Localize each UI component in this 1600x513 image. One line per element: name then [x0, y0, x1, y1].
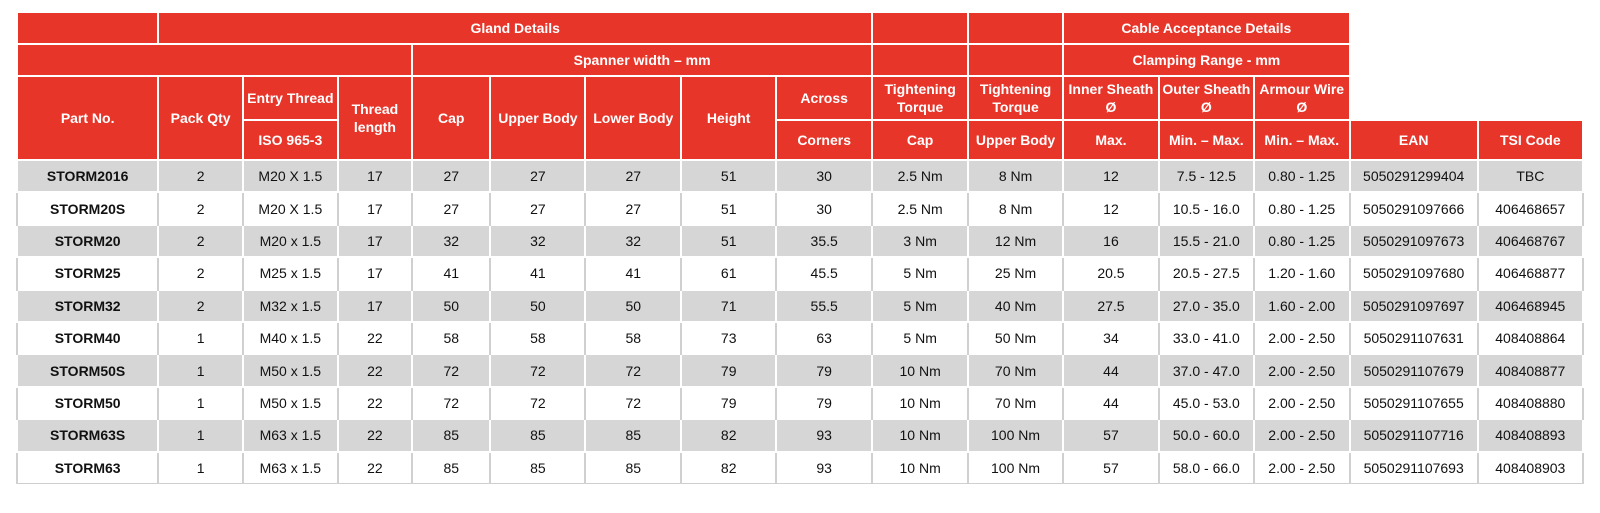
table-cell: 27: [585, 192, 681, 224]
table-cell: 17: [338, 160, 412, 192]
table-cell: 2.00 - 2.50: [1254, 322, 1350, 354]
part-number-cell: STORM50S: [17, 354, 158, 386]
table-cell: 57: [1063, 452, 1159, 484]
table-cell: 17: [338, 257, 412, 289]
table-cell: 100 Nm: [968, 452, 1063, 484]
table-cell: 2: [158, 290, 243, 322]
table-cell: 34: [1063, 322, 1159, 354]
table-cell: 72: [412, 387, 490, 419]
table-cell: 79: [681, 387, 776, 419]
table-row: [17, 192, 1583, 224]
table-cell: 408408864: [1478, 322, 1583, 354]
part-number-cell: STORM2016: [17, 160, 158, 192]
table-cell: 5 Nm: [872, 290, 968, 322]
table-cell: M20 X 1.5: [243, 160, 338, 192]
table-cell: 2: [158, 257, 243, 289]
table-cell: 22: [338, 452, 412, 484]
table-cell: 51: [681, 192, 776, 224]
col-header-cap: Cap: [412, 76, 490, 160]
col-header-thread-length: Thread length: [338, 76, 412, 160]
table-cell: 1: [158, 419, 243, 451]
col-header-inner-sheath: Inner Sheath Ø: [1063, 76, 1159, 120]
part-number-cell: STORM50: [17, 387, 158, 419]
table-cell: 93: [776, 419, 872, 451]
table-cell: 73: [681, 322, 776, 354]
table-cell: 44: [1063, 387, 1159, 419]
table-cell: 10 Nm: [872, 387, 968, 419]
part-number-cell: STORM25: [17, 257, 158, 289]
table-cell: 2.00 - 2.50: [1254, 452, 1350, 484]
table-cell: 5050291299404: [1350, 160, 1478, 192]
gland-details-header: Gland Details: [158, 12, 872, 44]
table-cell: 5050291097680: [1350, 257, 1478, 289]
table-cell: 15.5 - 21.0: [1159, 225, 1254, 257]
table-cell: 8 Nm: [968, 160, 1063, 192]
table-row: [17, 290, 1583, 322]
table-cell: 37.0 - 47.0: [1159, 354, 1254, 386]
table-cell: 50 Nm: [968, 322, 1063, 354]
table-cell: 5050291107693: [1350, 452, 1478, 484]
table-cell: 58.0 - 66.0: [1159, 452, 1254, 484]
table-cell: 72: [585, 387, 681, 419]
table-body: [17, 160, 1583, 484]
table-cell: M63 x 1.5: [243, 452, 338, 484]
part-number-cell: STORM20: [17, 225, 158, 257]
table-cell: 27: [412, 160, 490, 192]
table-cell: 41: [412, 257, 490, 289]
table-cell: 408408880: [1478, 387, 1583, 419]
table-cell: 85: [412, 419, 490, 451]
table-cell: 58: [585, 322, 681, 354]
table-cell: 406468767: [1478, 225, 1583, 257]
table-row: [17, 257, 1583, 289]
table-cell: 72: [585, 354, 681, 386]
table-cell: 70 Nm: [968, 387, 1063, 419]
table-cell: 50.0 - 60.0: [1159, 419, 1254, 451]
table-cell: 2.00 - 2.50: [1254, 387, 1350, 419]
part-number-cell: STORM63S: [17, 419, 158, 451]
table-cell: 55.5: [776, 290, 872, 322]
table-row: [17, 322, 1583, 354]
table-cell: 27: [412, 192, 490, 224]
table-cell: 32: [412, 225, 490, 257]
table-cell: M50 x 1.5: [243, 387, 338, 419]
table-cell: 51: [681, 225, 776, 257]
table-cell: 0.80 - 1.25: [1254, 225, 1350, 257]
table-cell: 70 Nm: [968, 354, 1063, 386]
table-cell: 22: [338, 387, 412, 419]
table-cell: 2.5 Nm: [872, 192, 968, 224]
table-cell: 5050291097673: [1350, 225, 1478, 257]
col-header-tightening-torque-upper: Tightening Torque: [968, 76, 1063, 120]
table-cell: 72: [412, 354, 490, 386]
table-cell: 8 Nm: [968, 192, 1063, 224]
table-cell: 5 Nm: [872, 322, 968, 354]
col-header-ean: EAN: [1350, 120, 1478, 160]
col-header-entry-thread: Entry Thread: [243, 76, 338, 120]
table-cell: 93: [776, 452, 872, 484]
table-cell: 0.80 - 1.25: [1254, 160, 1350, 192]
table-cell: 1: [158, 322, 243, 354]
table-cell: 5050291107655: [1350, 387, 1478, 419]
table-cell: 2: [158, 225, 243, 257]
table-cell: 406468657: [1478, 192, 1583, 224]
table-cell: M50 x 1.5: [243, 354, 338, 386]
table-cell: 35.5: [776, 225, 872, 257]
table-cell: 85: [585, 452, 681, 484]
col-subheader-iso: ISO 965-3: [243, 120, 338, 160]
table-cell: 25 Nm: [968, 257, 1063, 289]
table-cell: 85: [490, 419, 585, 451]
table-cell: 79: [776, 354, 872, 386]
table-cell: 32: [490, 225, 585, 257]
col-header-outer-sheath: Outer Sheath Ø: [1159, 76, 1254, 120]
table-cell: 408408893: [1478, 419, 1583, 451]
table-cell: 30: [776, 160, 872, 192]
table-cell: 12 Nm: [968, 225, 1063, 257]
table-cell: 79: [776, 387, 872, 419]
table-cell: 57: [1063, 419, 1159, 451]
part-number-cell: STORM20S: [17, 192, 158, 224]
col-header-height: Height: [681, 76, 776, 160]
table-cell: 45.5: [776, 257, 872, 289]
col-subheader-torque-cap: Cap: [872, 120, 968, 160]
table-cell: 63: [776, 322, 872, 354]
table-cell: 27.5: [1063, 290, 1159, 322]
table-cell: 22: [338, 419, 412, 451]
table-cell: 2.00 - 2.50: [1254, 419, 1350, 451]
table-cell: 85: [490, 452, 585, 484]
table-row: [17, 354, 1583, 386]
col-header-lower-body: Lower Body: [585, 76, 681, 160]
table-cell: 27.0 - 35.0: [1159, 290, 1254, 322]
table-cell: M25 x 1.5: [243, 257, 338, 289]
col-header-tsi-code: TSI Code: [1478, 120, 1583, 160]
table-cell: 2: [158, 192, 243, 224]
table-cell: 72: [490, 387, 585, 419]
table-cell: 406468877: [1478, 257, 1583, 289]
table-cell: 10 Nm: [872, 354, 968, 386]
table-row: [17, 419, 1583, 451]
col-header-upper-body: Upper Body: [490, 76, 585, 160]
table-cell: 27: [585, 160, 681, 192]
part-number-cell: STORM40: [17, 322, 158, 354]
table-cell: 17: [338, 290, 412, 322]
col-header-part-no: Part No.: [17, 76, 158, 160]
table-cell: 50: [490, 290, 585, 322]
table-cell: 72: [490, 354, 585, 386]
table-cell: 50: [585, 290, 681, 322]
table-cell: M32 x 1.5: [243, 290, 338, 322]
table-cell: 17: [338, 225, 412, 257]
table-cell: 32: [585, 225, 681, 257]
part-number-cell: STORM63: [17, 452, 158, 484]
table-cell: 27: [490, 160, 585, 192]
table-cell: 1: [158, 354, 243, 386]
table-cell: 45.0 - 53.0: [1159, 387, 1254, 419]
table-cell: 1: [158, 452, 243, 484]
table-cell: 30: [776, 192, 872, 224]
table-cell: 5050291107716: [1350, 419, 1478, 451]
clamping-range-header: Clamping Range - mm: [1063, 44, 1350, 76]
cable-acceptance-header: Cable Acceptance Details: [1063, 12, 1350, 44]
table-cell: 1.60 - 2.00: [1254, 290, 1350, 322]
col-subheader-corners: Corners: [776, 120, 872, 160]
table-cell: 7.5 - 12.5: [1159, 160, 1254, 192]
table-cell: 51: [681, 160, 776, 192]
table-cell: TBC: [1478, 160, 1583, 192]
table-row: [17, 160, 1583, 192]
table-cell: 1.20 - 1.60: [1254, 257, 1350, 289]
table-cell: 82: [681, 419, 776, 451]
table-cell: 5050291097666: [1350, 192, 1478, 224]
table-cell: 3 Nm: [872, 225, 968, 257]
table-cell: 406468945: [1478, 290, 1583, 322]
table-cell: 2: [158, 160, 243, 192]
table-cell: 85: [412, 452, 490, 484]
table-cell: 2.00 - 2.50: [1254, 354, 1350, 386]
table-cell: 58: [490, 322, 585, 354]
table-cell: 5050291097697: [1350, 290, 1478, 322]
table-cell: 85: [585, 419, 681, 451]
col-subheader-outer-min-max: Min. – Max.: [1159, 120, 1254, 160]
table-cell: 61: [681, 257, 776, 289]
table-cell: 41: [585, 257, 681, 289]
table-cell: 10 Nm: [872, 452, 968, 484]
table-cell: 20.5: [1063, 257, 1159, 289]
table-cell: 79: [681, 354, 776, 386]
col-header-armour-wire: Armour Wire Ø: [1254, 76, 1350, 120]
table-cell: 5050291107631: [1350, 322, 1478, 354]
col-header-across: Across: [776, 76, 872, 120]
col-subheader-armour-min-max: Min. – Max.: [1254, 120, 1350, 160]
table-cell: 40 Nm: [968, 290, 1063, 322]
table-cell: 1: [158, 387, 243, 419]
table-cell: M63 x 1.5: [243, 419, 338, 451]
col-header-tightening-torque-cap: Tightening Torque: [872, 76, 968, 120]
table-cell: 22: [338, 322, 412, 354]
table-cell: 100 Nm: [968, 419, 1063, 451]
table-cell: 408408903: [1478, 452, 1583, 484]
cable-gland-spec-table: [16, 11, 1584, 484]
table-cell: 2.5 Nm: [872, 160, 968, 192]
table-cell: 27: [490, 192, 585, 224]
table-cell: 58: [412, 322, 490, 354]
table-cell: 41: [490, 257, 585, 289]
table-cell: 5 Nm: [872, 257, 968, 289]
table-cell: 50: [412, 290, 490, 322]
table-cell: 5050291107679: [1350, 354, 1478, 386]
table-cell: 82: [681, 452, 776, 484]
table-row: [17, 452, 1583, 484]
table-cell: 12: [1063, 192, 1159, 224]
table-cell: M20 X 1.5: [243, 192, 338, 224]
table-cell: 17: [338, 192, 412, 224]
table-cell: 20.5 - 27.5: [1159, 257, 1254, 289]
table-row: [17, 225, 1583, 257]
table-cell: 44: [1063, 354, 1159, 386]
table-row: [17, 387, 1583, 419]
table-cell: 10.5 - 16.0: [1159, 192, 1254, 224]
col-header-pack-qty: Pack Qty: [158, 76, 243, 160]
table-cell: M20 x 1.5: [243, 225, 338, 257]
table-cell: 71: [681, 290, 776, 322]
table-cell: M40 x 1.5: [243, 322, 338, 354]
table-cell: 12: [1063, 160, 1159, 192]
table-cell: 33.0 - 41.0: [1159, 322, 1254, 354]
col-subheader-inner-max: Max.: [1063, 120, 1159, 160]
table-cell: 22: [338, 354, 412, 386]
table-cell: 0.80 - 1.25: [1254, 192, 1350, 224]
col-subheader-torque-upper-body: Upper Body: [968, 120, 1063, 160]
table-cell: 16: [1063, 225, 1159, 257]
table-cell: 408408877: [1478, 354, 1583, 386]
part-number-cell: STORM32: [17, 290, 158, 322]
table-cell: 10 Nm: [872, 419, 968, 451]
spanner-width-header: Spanner width – mm: [412, 44, 872, 76]
